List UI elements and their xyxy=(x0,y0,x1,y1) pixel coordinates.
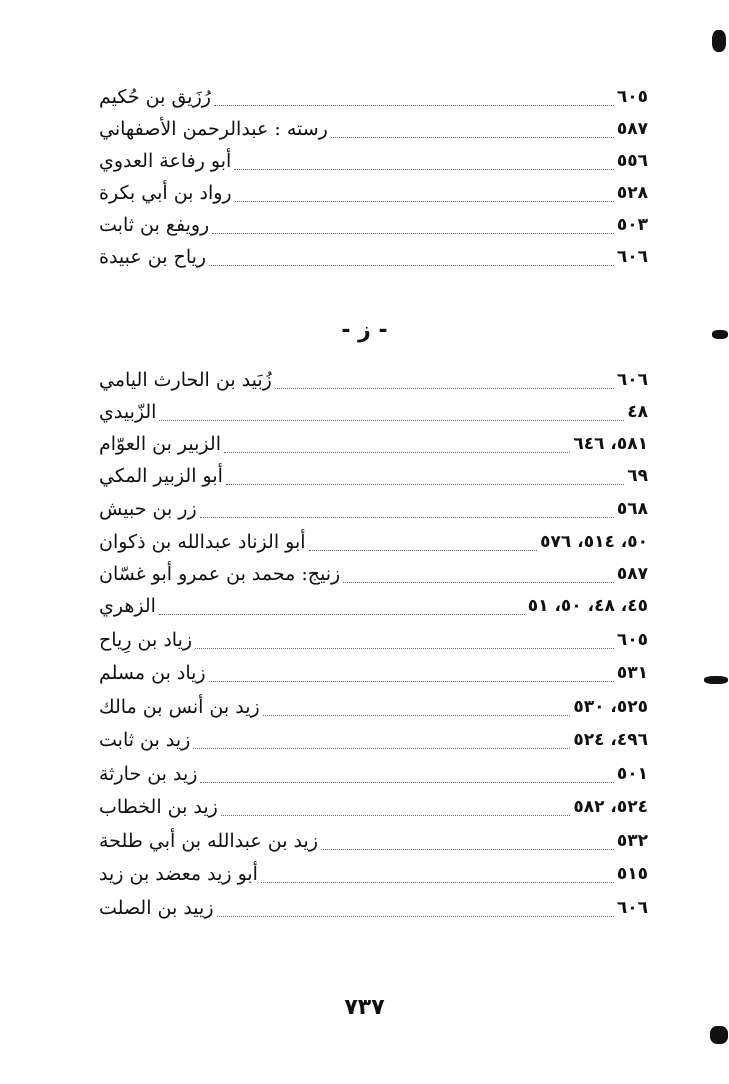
entry-pages: ٤٨ xyxy=(627,402,648,422)
leader-dots xyxy=(214,105,614,106)
leader-dots xyxy=(193,748,570,749)
entry-name: رويفع بن ثابت xyxy=(99,214,210,236)
index-entry xyxy=(95,792,650,822)
entry-name: زياد بن مسلم xyxy=(99,662,206,684)
leader-dots xyxy=(159,614,525,615)
entry-name: رواد بن أبي بكرة xyxy=(99,182,232,204)
leader-dots xyxy=(221,815,570,816)
entry-name: أبو رفاعة العدوي xyxy=(99,150,232,172)
leader-dots xyxy=(159,420,624,421)
leader-dots xyxy=(343,582,614,583)
leader-dots xyxy=(261,882,614,883)
index-entry xyxy=(95,114,650,144)
leader-dots xyxy=(309,550,538,551)
leader-dots xyxy=(209,681,614,682)
entry-pages: ٥١٥ xyxy=(616,864,648,884)
leader-dots xyxy=(226,484,624,485)
entry-pages: ٥٦٨ xyxy=(616,499,648,519)
index-entry xyxy=(95,625,650,655)
entry-pages: ٥٠١ xyxy=(616,764,648,784)
entry-pages: ٥٢٥، ٥٣٠ xyxy=(573,697,648,717)
binding-mark xyxy=(712,330,728,339)
entry-pages: ٥٢٤، ٥٨٢ xyxy=(573,797,648,817)
index-entry xyxy=(95,658,650,688)
entry-pages: ٥٢٨ xyxy=(616,183,648,203)
entry-pages: ٤٥، ٤٨، ٥٠، ٥١ xyxy=(527,596,648,616)
entry-name: زر بن حبيش xyxy=(99,498,197,520)
entry-name: زيد بن عبدالله بن أبي طلحة xyxy=(99,830,318,852)
entry-pages: ٥٨١، ٦٤٦ xyxy=(573,434,648,454)
entry-pages: ٥٠٣ xyxy=(616,215,648,235)
index-entry xyxy=(95,397,650,427)
index-entry xyxy=(95,859,650,889)
entry-pages: ٦٠٦ xyxy=(616,247,648,267)
index-entry xyxy=(95,826,650,856)
index-entry xyxy=(95,559,650,589)
entry-name: رياح بن عبيدة xyxy=(99,246,207,268)
entry-name: رُزَيق بن حُكيم xyxy=(99,86,211,108)
entry-name: زيد بن حارثة xyxy=(99,763,198,785)
entry-pages: ٦٠٥ xyxy=(616,630,648,650)
index-entry xyxy=(95,146,650,176)
binding-mark xyxy=(710,1026,728,1044)
entry-name: أبو الزبير المكي xyxy=(99,465,223,487)
leader-dots xyxy=(321,849,614,850)
leader-dots xyxy=(234,169,614,170)
index-entry xyxy=(95,527,650,557)
section-heading: - ز - xyxy=(341,318,388,343)
leader-dots xyxy=(195,648,614,649)
leader-dots xyxy=(217,916,614,917)
entry-pages: ٤٩٦، ٥٢٤ xyxy=(573,730,648,750)
entry-name: زياد بن رِياح xyxy=(99,629,193,651)
index-entry xyxy=(95,725,650,755)
entry-pages: ٥٥٦ xyxy=(616,151,648,171)
entry-name: الزهري xyxy=(99,595,156,617)
index-entry xyxy=(95,893,650,923)
index-entry xyxy=(95,591,650,621)
entry-pages: ٥٣٢ xyxy=(616,831,648,851)
index-entry xyxy=(95,461,650,491)
index-entry xyxy=(95,82,650,112)
leader-dots xyxy=(224,452,570,453)
leader-dots xyxy=(212,233,614,234)
entry-name: زييد بن الصلت xyxy=(99,897,214,919)
entry-pages: ٦٩ xyxy=(627,466,648,486)
entry-pages: ٦٠٥ xyxy=(616,87,648,107)
index-entry xyxy=(95,692,650,722)
leader-dots xyxy=(263,715,571,716)
entry-name: رسته : عبدالرحمن الأصفهاني xyxy=(99,118,328,140)
leader-dots xyxy=(209,265,614,266)
entry-pages: ٦٠٦ xyxy=(616,370,648,390)
index-entry xyxy=(95,242,650,272)
index-entry xyxy=(95,429,650,459)
entry-pages: ٥٨٧ xyxy=(616,564,648,584)
entry-name: الزّبيدي xyxy=(99,401,157,423)
leader-dots xyxy=(200,517,614,518)
leader-dots xyxy=(331,137,614,138)
entry-name: زُبَيد بن الحارث اليامي xyxy=(99,369,272,391)
leader-dots xyxy=(200,782,613,783)
index-entry xyxy=(95,494,650,524)
index-entry xyxy=(95,759,650,789)
index-entry xyxy=(95,210,650,240)
entry-pages: ٥٨٧ xyxy=(616,119,648,139)
binding-mark xyxy=(712,30,726,52)
binding-mark xyxy=(704,676,728,684)
entry-name: زيد بن الخطاب xyxy=(99,796,218,818)
leader-dots xyxy=(275,388,614,389)
entry-name: أبو الزناد عبدالله بن ذكوان xyxy=(99,531,306,553)
entry-name: أبو زيد معضد بن زيد xyxy=(99,863,258,885)
entry-name: زيد بن ثابت xyxy=(99,729,191,751)
leader-dots xyxy=(235,201,614,202)
index-entry xyxy=(95,365,650,395)
entry-name: زنيج: محمد بن عمرو أبو غسّان xyxy=(99,563,341,585)
index-entry xyxy=(95,178,650,208)
entry-pages: ٥٠، ٥١٤، ٥٧٦ xyxy=(540,532,648,552)
entry-name: الزبير بن العوّام xyxy=(99,433,221,455)
entry-pages: ٦٠٦ xyxy=(616,898,648,918)
entry-name: زيد بن أنس بن مالك xyxy=(99,696,260,718)
page-number: ٧٣٧ xyxy=(344,995,385,1020)
entry-pages: ٥٣١ xyxy=(616,663,648,683)
